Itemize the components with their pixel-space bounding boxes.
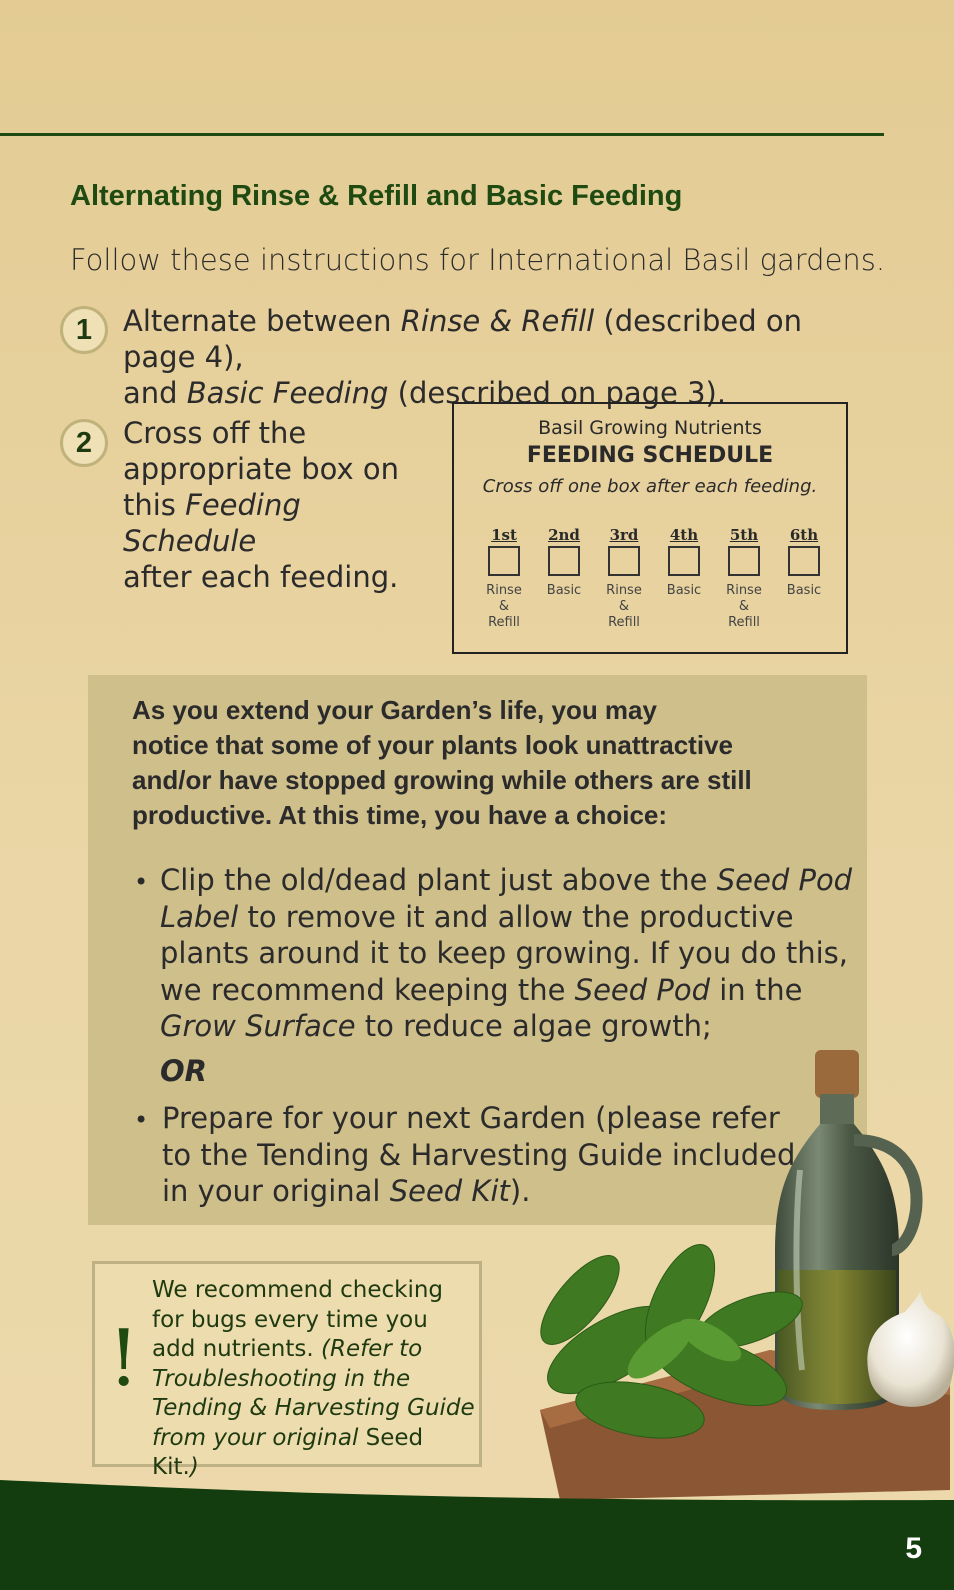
panel-heading: As you extend your Garden’s life, you may notice that some of your plants look unattractive and/or have stopped growing while others are still productive. At this time, you have a choice: — [132, 695, 752, 830]
exclamation-icon: ! — [108, 1314, 140, 1404]
schedule-checkbox[interactable] — [668, 546, 700, 576]
bullet-clip-plant: Clip the old/dead plant just above the Seed Pod Label to remove it and allow the productive plants around it to keep growing. If you do this, we recommend keeping the Seed Pod in the Grow Surface to reduce algae growth; — [160, 863, 853, 1043]
schedule-ordinal: 4th — [669, 526, 699, 544]
schedule-ordinal: 2nd — [548, 526, 580, 544]
schedule-checkbox[interactable] — [548, 546, 580, 576]
bullet-marker: • — [134, 1106, 149, 1134]
footer-band — [0, 1470, 954, 1590]
step-1-text: Alternate between Rinse & Refill (described on page 4), and Basic Feeding (described on page 3). — [123, 304, 802, 410]
intro-text: Follow these instructions for International Basil gardens. — [70, 243, 886, 277]
page-title: Alternating Rinse & Refill and Basic Feeding — [70, 180, 683, 212]
schedule-entry — [594, 526, 654, 631]
schedule-type: Rinse & Refill — [486, 583, 522, 630]
schedule-checkbox[interactable] — [608, 546, 640, 576]
schedule-type: Rinse & Refill — [726, 583, 762, 630]
schedule-type: Basic — [546, 583, 582, 598]
step-2-text: Cross off the appropriate box on this Feeding Schedule after each feeding. — [123, 416, 399, 594]
step-2-number: 2 — [60, 419, 108, 467]
top-divider — [0, 133, 884, 136]
schedule-entry — [474, 526, 534, 631]
or-separator: OR — [160, 1054, 207, 1088]
schedule-checkbox[interactable] — [728, 546, 760, 576]
schedule-ordinal: 5th — [729, 526, 759, 544]
tip-text: We recommend checking for bugs every time you add nutrients. (Refer to Troubleshooting in the Tending & Harvesting Guide from your original Seed Kit.) — [152, 1277, 475, 1480]
schedule-type: Rinse & Refill — [606, 583, 642, 630]
bullet-marker: • — [134, 868, 149, 896]
schedule-heading: Basil Growing Nutrients — [538, 417, 762, 439]
schedule-type: Basic — [666, 583, 702, 598]
cork — [815, 1050, 859, 1098]
schedule-entry — [774, 526, 834, 631]
schedule-entries — [474, 526, 834, 631]
schedule-ordinal: 1st — [491, 526, 517, 544]
schedule-checkbox[interactable] — [788, 546, 820, 576]
olive-oil-basil-illustration — [520, 1050, 954, 1510]
schedule-ordinal: 6th — [789, 526, 819, 544]
schedule-ordinal: 3rd — [609, 526, 639, 544]
page-number: 5 — [905, 1532, 922, 1565]
schedule-title: FEEDING SCHEDULE — [526, 443, 774, 468]
schedule-entry — [714, 526, 774, 631]
step-1-number: 1 — [60, 306, 108, 354]
schedule-entry — [654, 526, 714, 631]
feeding-schedule — [452, 402, 848, 654]
schedule-type: Basic — [786, 583, 822, 598]
schedule-instruction: Cross off one box after each feeding. — [482, 476, 818, 497]
schedule-checkbox[interactable] — [488, 546, 520, 576]
bullet-next-garden: Prepare for your next Garden (please refer to the Tending & Harvesting Guide included in your original Seed Kit). — [162, 1101, 796, 1208]
schedule-entry — [534, 526, 594, 631]
